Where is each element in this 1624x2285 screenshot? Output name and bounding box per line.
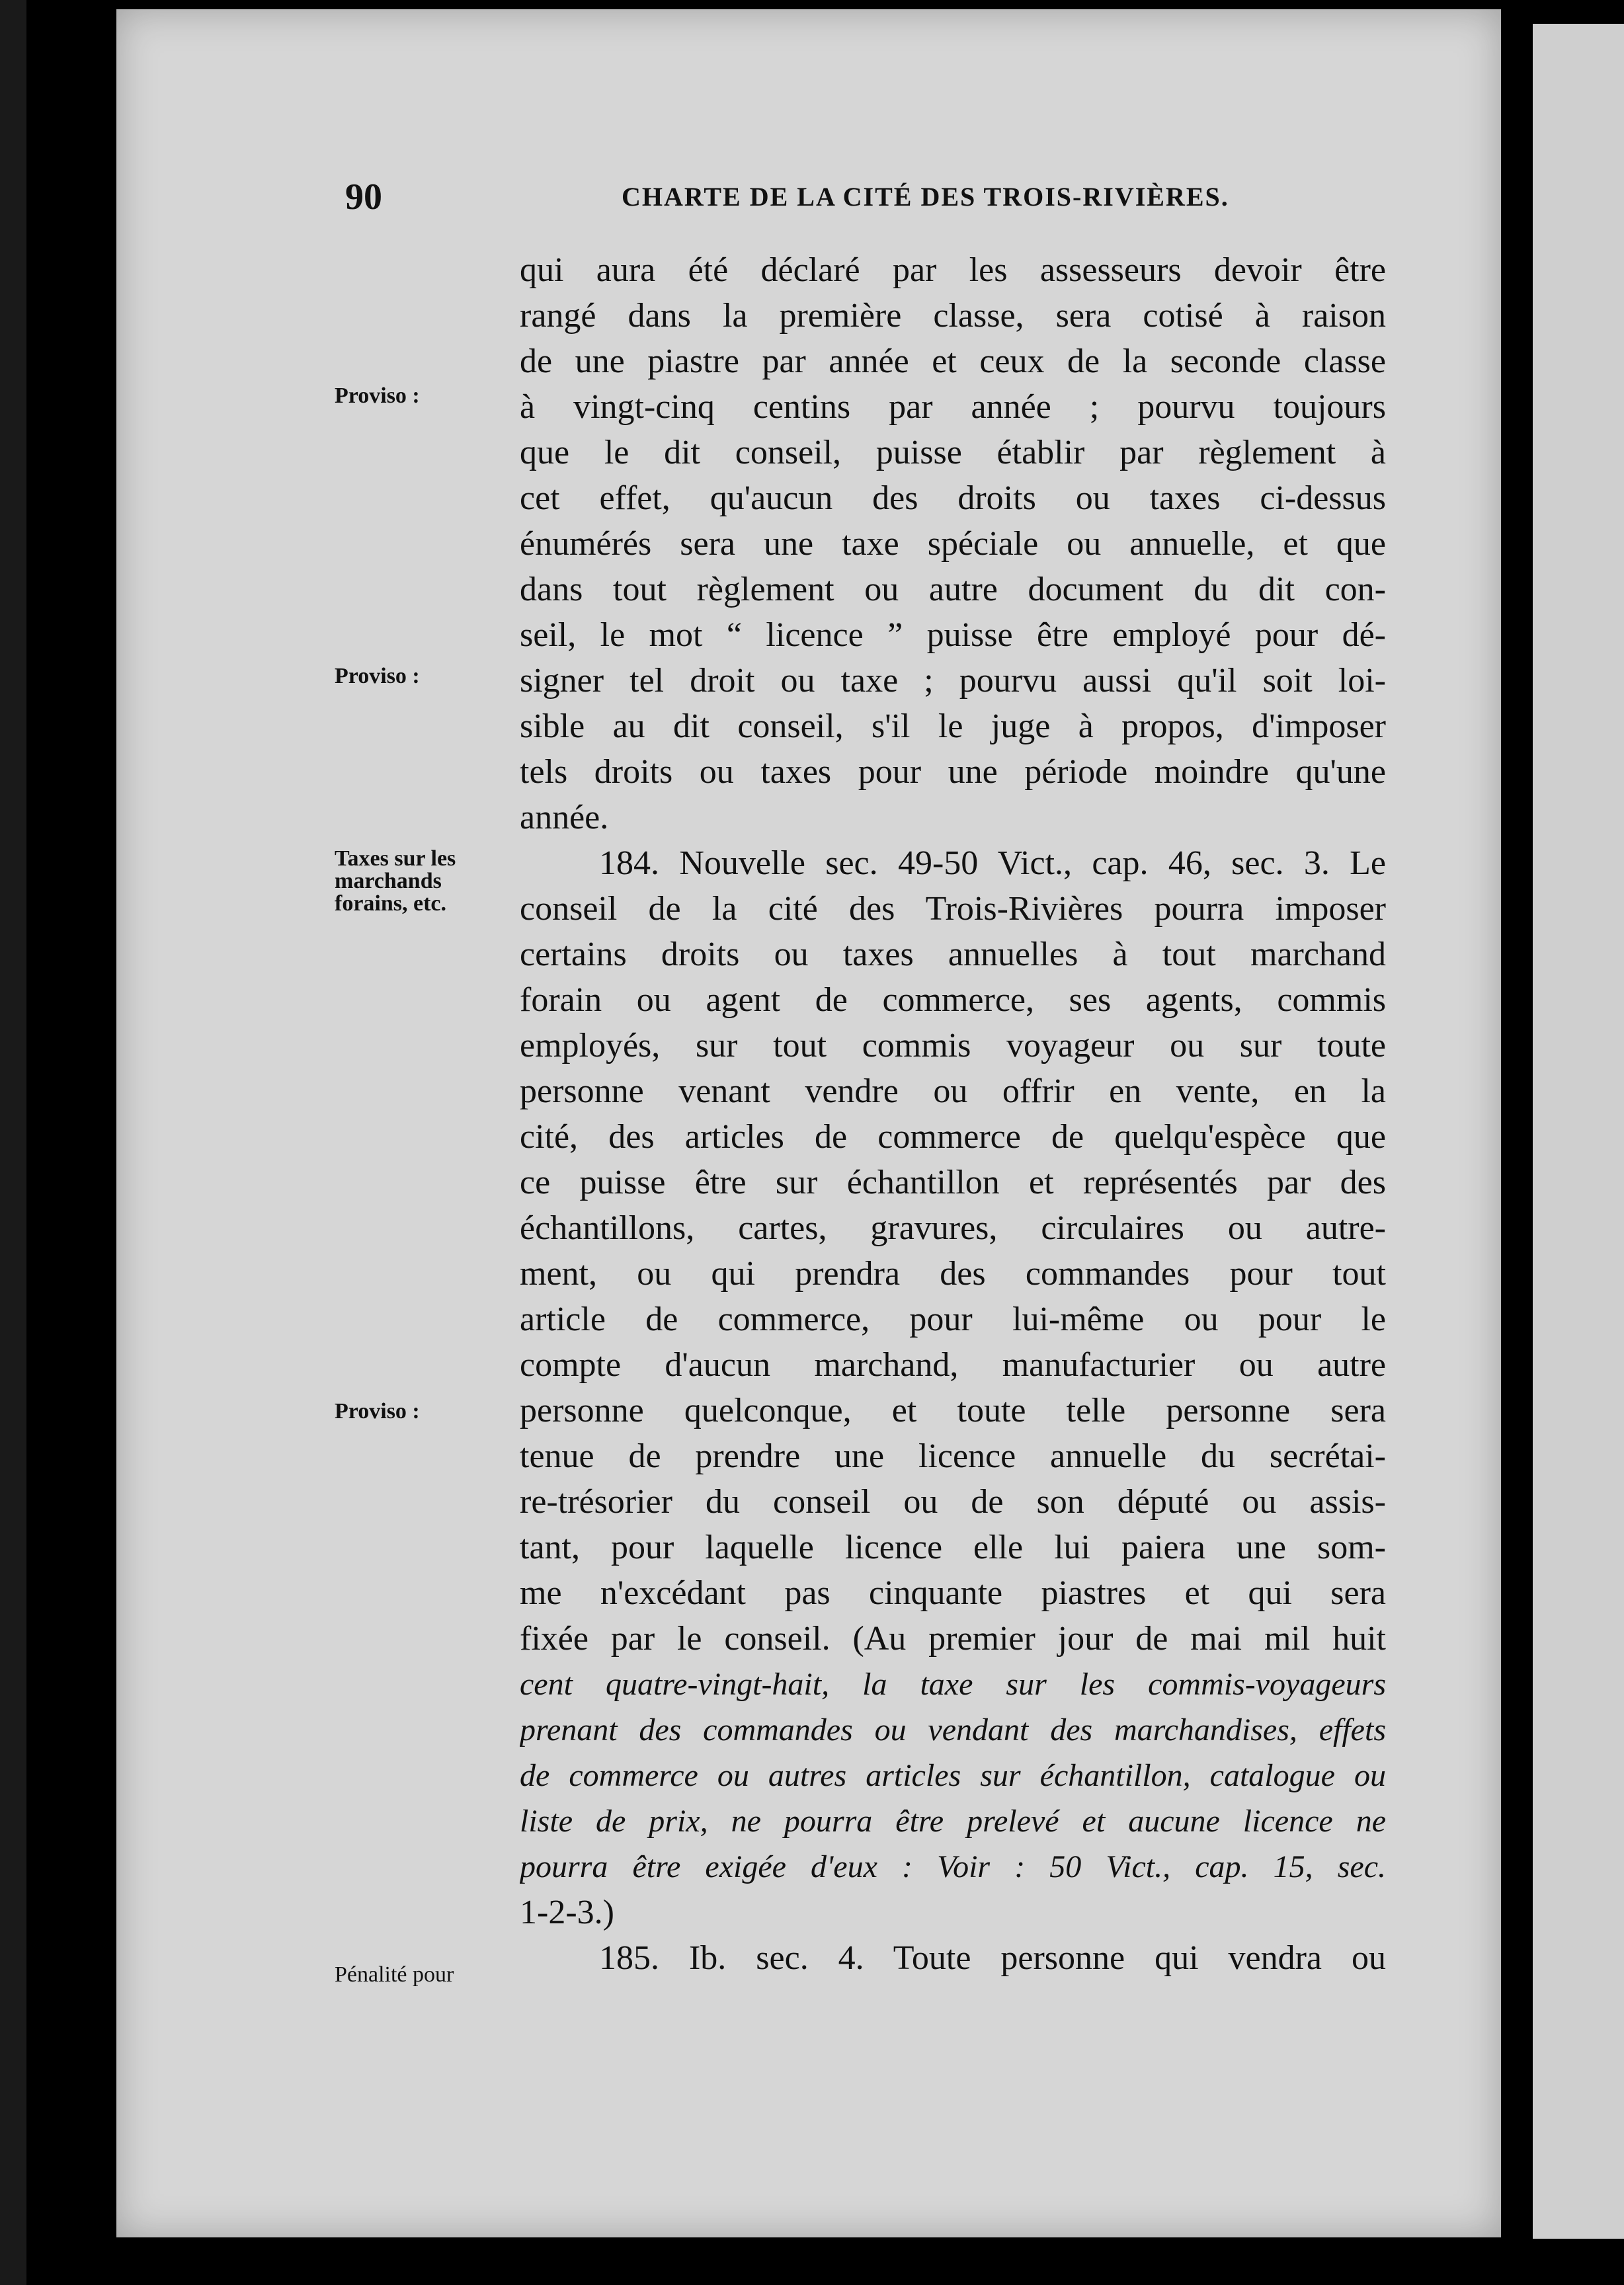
text-line: 1-2-3.) — [520, 1894, 614, 1931]
text-line: ment, ou qui prendra des commandes pour tout — [520, 1255, 1386, 1293]
text-line: ce puisse être sur échantillon et représentés par des — [520, 1164, 1386, 1201]
text-line: tels droits ou taxes pour une période moindre qu'une — [520, 753, 1386, 791]
text-line: me n'excédant pas cinquante piastres et qui sera — [520, 1574, 1386, 1612]
scan-edge — [0, 0, 26, 2285]
text-line: personne venant vendre ou offrir en vente, en la — [520, 1072, 1386, 1110]
page-header — [345, 176, 1465, 222]
section-184-heading: 184. Nouvelle sec. 49-50 Vict., cap. 46, sec. 3. Le — [599, 844, 1386, 882]
margin-note-proviso-3: Proviso : — [335, 1399, 420, 1423]
text-line: article de commerce, pour lui-même ou pour le — [520, 1301, 1386, 1338]
italic-note-line: pourra être exigée d'eux : Voir : 50 Vict., cap. 15, sec. — [520, 1849, 1386, 1884]
facing-page-edge — [1533, 24, 1624, 2239]
body-text — [520, 247, 1386, 1981]
text-line: de une piastre par année et ceux de la seconde classe — [520, 342, 1386, 380]
margin-note-proviso-1: Proviso : — [335, 383, 420, 408]
margin-note-proviso-2: Proviso : — [335, 664, 420, 688]
text-line: cet effet, qu'aucun des droits ou taxes ci-dessus — [520, 479, 1386, 517]
text-line: rangé dans la première classe, sera cotisé à raison — [520, 297, 1386, 335]
text-line: compte d'aucun marchand, manufacturier ou autre — [520, 1346, 1386, 1384]
text-line: dans tout règlement ou autre document du dit con- — [520, 571, 1386, 608]
page-number: 90 — [345, 177, 382, 218]
text-line: certains droits ou taxes annuelles à tout marchand — [520, 936, 1386, 973]
text-line: qui aura été déclaré par les assesseurs devoir être — [520, 251, 1386, 289]
text-line: tenue de prendre une licence annuelle du secrétai- — [520, 1437, 1386, 1475]
margin-note-penalite: Pénalité pour — [335, 1962, 454, 1987]
italic-note-line: prenant des commandes ou vendant des marchandises, effets — [520, 1712, 1386, 1747]
text-line: que le dit conseil, puisse établir par règlement à — [520, 434, 1386, 471]
text-line: tant, pour laquelle licence elle lui paiera une som- — [520, 1529, 1386, 1566]
italic-note-line: liste de prix, ne pourra être prelevé et aucune licence ne — [520, 1804, 1386, 1839]
italic-note-line: de commerce ou autres articles sur échantillon, catalogue ou — [520, 1758, 1386, 1793]
section-185-heading: 185. Ib. sec. 4. Toute personne qui vendra ou — [599, 1939, 1386, 1977]
text-line: sible au dit conseil, s'il le juge à propos, d'imposer — [520, 707, 1386, 745]
text-line: à vingt-cinq centins par année ; pourvu toujours — [520, 388, 1386, 426]
text-line: année. — [520, 799, 609, 836]
text-line: énumérés sera une taxe spéciale ou annuelle, et que — [520, 525, 1386, 563]
margin-note-taxes: Taxes sur les marchands forains, etc. — [335, 846, 456, 916]
text-line: forain ou agent de commerce, ses agents, commis — [520, 981, 1386, 1019]
text-line: cité, des articles de commerce de quelqu'espèce que — [520, 1118, 1386, 1156]
running-title: CHARTE DE LA CITÉ DES TROIS-RIVIÈRES. — [622, 182, 1229, 212]
text-line: conseil de la cité des Trois-Rivières pourra imposer — [520, 890, 1386, 928]
text-line: échantillons, cartes, gravures, circulaires ou autre- — [520, 1209, 1386, 1247]
italic-note-line: cent quatre-vingt-hait, la taxe sur les commis-voyageurs — [520, 1667, 1386, 1702]
text-line: fixée par le conseil. (Au premier jour de mai mil huit — [520, 1620, 1386, 1658]
text-line: seil, le mot “ licence ” puisse être employé pour dé- — [520, 616, 1386, 654]
text-line: personne quelconque, et toute telle personne sera — [520, 1392, 1386, 1429]
text-line: employés, sur tout commis voyageur ou sur toute — [520, 1027, 1386, 1064]
text-line: signer tel droit ou taxe ; pourvu aussi qu'il soit loi- — [520, 662, 1386, 700]
text-line: re-trésorier du conseil ou de son député ou assis- — [520, 1483, 1386, 1521]
